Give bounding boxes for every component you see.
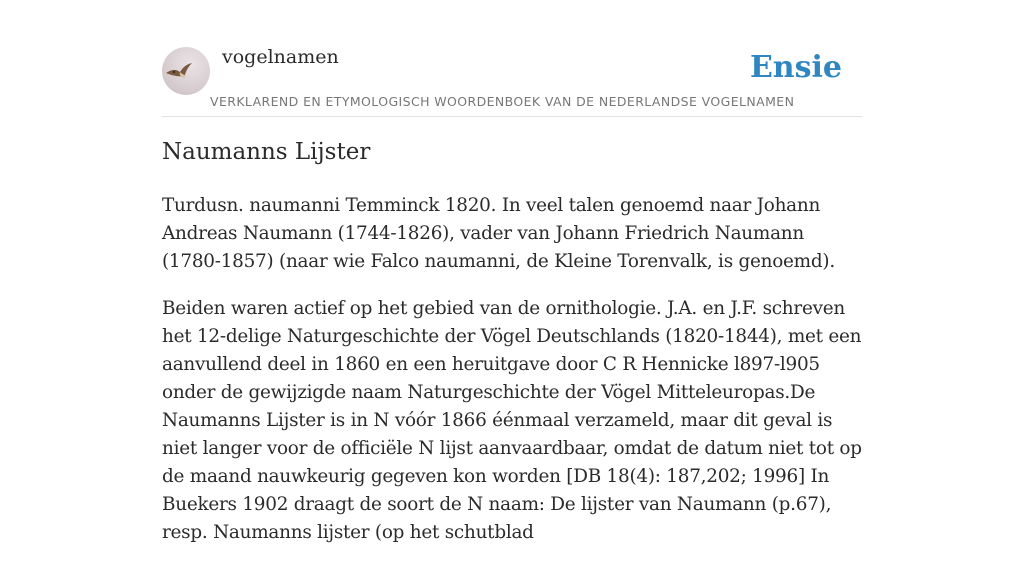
bird-photo-icon[interactable] [162,47,210,95]
site-header [162,0,862,117]
article-body [162,192,864,566]
page-title: Naumanns Lijster [162,139,371,165]
paragraph: Beiden waren actief op het gebied van de ornithologie. J.A. en J.F. schreven het 12-delige Naturgeschichte der Vögel Deutschlands (1820-1844), met een aanvullend deel in 1860 en een heruitgave door C R Hennicke l897-l905 onder de gewijzigde naam Naturgeschichte der Vögel Mitteleuropas.De Naumanns Lijster is in N vóór 1866 éénmaal verzameld, maar dit geval is niet langer voor de officiële N lijst aanvaardbaar, omdat de datum niet tot op de maand nauwkeurig gegeven kon worden [DB 18(4): 187,202; 1996] In Buekers 1902 draagt de soort de N naam: De lijster van Naumann (p.67), resp. Naumanns lijster (op het schutblad [162,298,862,543]
site-subtitle: VERKLAREND EN ETYMOLOGISCH WOORDENBOEK VAN DE NEDERLANDSE VOGELNAMEN [210,94,795,109]
site-name-link[interactable]: vogelnamen [222,46,339,68]
paragraph: Turdusn. naumanni Temminck 1820. In veel talen genoemd naar Johann Andreas Naumann (1744-1826), vader van Johann Friedrich Naumann (1780-1857) (naar wie Falco naumanni, de Kleine Torenvalk, is genoemd). [162,195,835,272]
ensie-logo-link[interactable]: Ensie [749,50,842,85]
